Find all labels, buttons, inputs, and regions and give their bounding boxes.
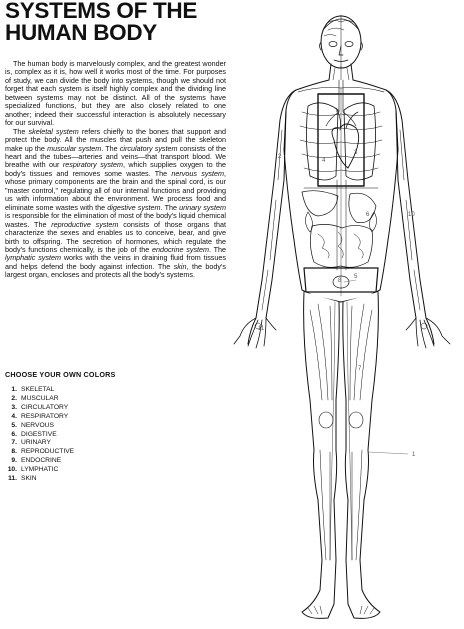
item-number: 4.	[11, 412, 17, 420]
list-item	[5, 395, 74, 404]
item-label: SKELETAL	[21, 386, 55, 393]
callout-11: 11	[258, 326, 265, 332]
term-lymphatic: lymphatic system	[5, 253, 61, 263]
callout-1: 1	[412, 452, 416, 458]
callout-7: 7	[358, 366, 362, 372]
item-number: 8.	[11, 448, 17, 456]
text-run: The	[13, 126, 29, 136]
item-number: 10.	[7, 466, 17, 474]
text-run: , the body's largest organ, encloses and protects all the body's systems.	[5, 261, 226, 280]
item-number: 5.	[11, 421, 17, 429]
item-number: 9.	[11, 457, 17, 465]
item-number: 2.	[11, 394, 17, 402]
human-body-figure	[218, 0, 464, 629]
list-item	[5, 475, 74, 484]
list-item	[5, 404, 74, 413]
item-label: RESPIRATORY	[21, 412, 69, 420]
head	[320, 15, 363, 68]
text-run: refers chiefly to the bones that support and protect the body. All the muscles that push and pull the skeleton make up the	[5, 126, 226, 153]
term-nervous: nervous system	[171, 168, 224, 178]
torso	[284, 80, 398, 302]
intro-paragraph-1: The human body is marvelously complex, and the greatest wonder is, complex as it is, how well it works most of the time. For purposes of study, we can divide the body into systems, though we should not forget that each system is itself highly complex and the dividing line between systems may not be distinct. All of the systems have specialized functions, but they are also closely related to one another; indeed their successful interaction is absolutely necessary for our survival.	[5, 59, 226, 128]
colors-heading: CHOOSE YOUR OWN COLORS	[5, 370, 116, 379]
callout-5: 5	[354, 274, 358, 280]
text-run: consists of the heart and the tubes—arteries and veins—that transport blood. We breathe with our	[5, 143, 226, 170]
term-urinary: urinary system	[179, 202, 226, 212]
callout-10: 10	[408, 212, 415, 218]
term-circulatory: circulatory system	[119, 143, 178, 153]
neck	[329, 64, 353, 80]
item-number: 11.	[8, 475, 17, 483]
term-skeletal: skeletal system	[28, 126, 79, 136]
callout-6: 6	[366, 212, 370, 218]
text-run: . The	[101, 143, 120, 153]
item-label: CIRCULATORY	[21, 403, 69, 411]
item-label: ENDOCRINE	[21, 457, 62, 465]
item-label: SKIN	[21, 475, 37, 483]
callout-9: 9	[336, 110, 340, 116]
callout-4: 4	[322, 158, 326, 164]
text-run: works with the veins in draining fluid from tissues and helps defend the body against infection. The	[5, 253, 226, 271]
term-respiratory: respiratory system	[62, 160, 123, 170]
intro-paragraph-2	[5, 128, 226, 280]
list-item	[5, 448, 74, 457]
text-run: , whose primary components are the brain and the spinal cord, is our "master control," regulating all of our internal functions and providing us with information about the environment. We process food and eliminate some wastes with the	[5, 168, 226, 212]
legs	[302, 292, 380, 618]
list-item	[5, 386, 74, 395]
term-muscular: muscular system	[47, 143, 102, 153]
item-label: REPRODUCTIVE	[21, 448, 75, 456]
list-item	[5, 466, 74, 475]
intro-text	[5, 60, 226, 280]
item-label: MUSCULAR	[21, 394, 59, 402]
text-run: . The	[160, 202, 180, 212]
term-skin: skin	[173, 261, 187, 271]
item-number: 1.	[11, 386, 17, 393]
title-line-1: SYSTEMS OF THE	[5, 0, 198, 23]
term-endocrine: endocrine system	[151, 244, 210, 254]
item-label: URINARY	[21, 439, 51, 447]
text-run: . The	[209, 244, 226, 254]
list-item	[5, 422, 74, 431]
text-run: , which supplies oxygen to the body's tissues and removes some wastes. The	[5, 160, 226, 178]
item-label: NERVOUS	[21, 421, 54, 429]
term-reproductive: reproductive system	[51, 219, 119, 229]
text-run: consists of those organs that characterize the sexes and enables us to conceive, bear, and give birth to offspring. The secretion of hormones, which regulate the body's functions chemically, is the job of the	[5, 219, 226, 254]
item-number: 3.	[11, 403, 17, 411]
list-item	[5, 439, 74, 448]
list-item	[5, 457, 74, 466]
item-label: LYMPHATIC	[21, 466, 59, 474]
text-run: is responsible for the elimination of most of the body's liquid chemical wastes. The	[5, 211, 226, 229]
title-line-2: HUMAN BODY	[5, 20, 157, 45]
item-label: DIGESTIVE	[21, 430, 57, 438]
term-digestive: digestive system	[107, 202, 161, 212]
item-number: 6.	[11, 430, 17, 438]
page-title	[5, 0, 235, 44]
list-item	[5, 431, 74, 440]
item-number: 7.	[11, 439, 17, 447]
systems-list	[5, 386, 74, 484]
list-item	[5, 413, 74, 422]
callout-3: 3	[354, 150, 358, 156]
callout-2: 2	[278, 154, 282, 160]
callout-8: 8	[338, 278, 342, 284]
